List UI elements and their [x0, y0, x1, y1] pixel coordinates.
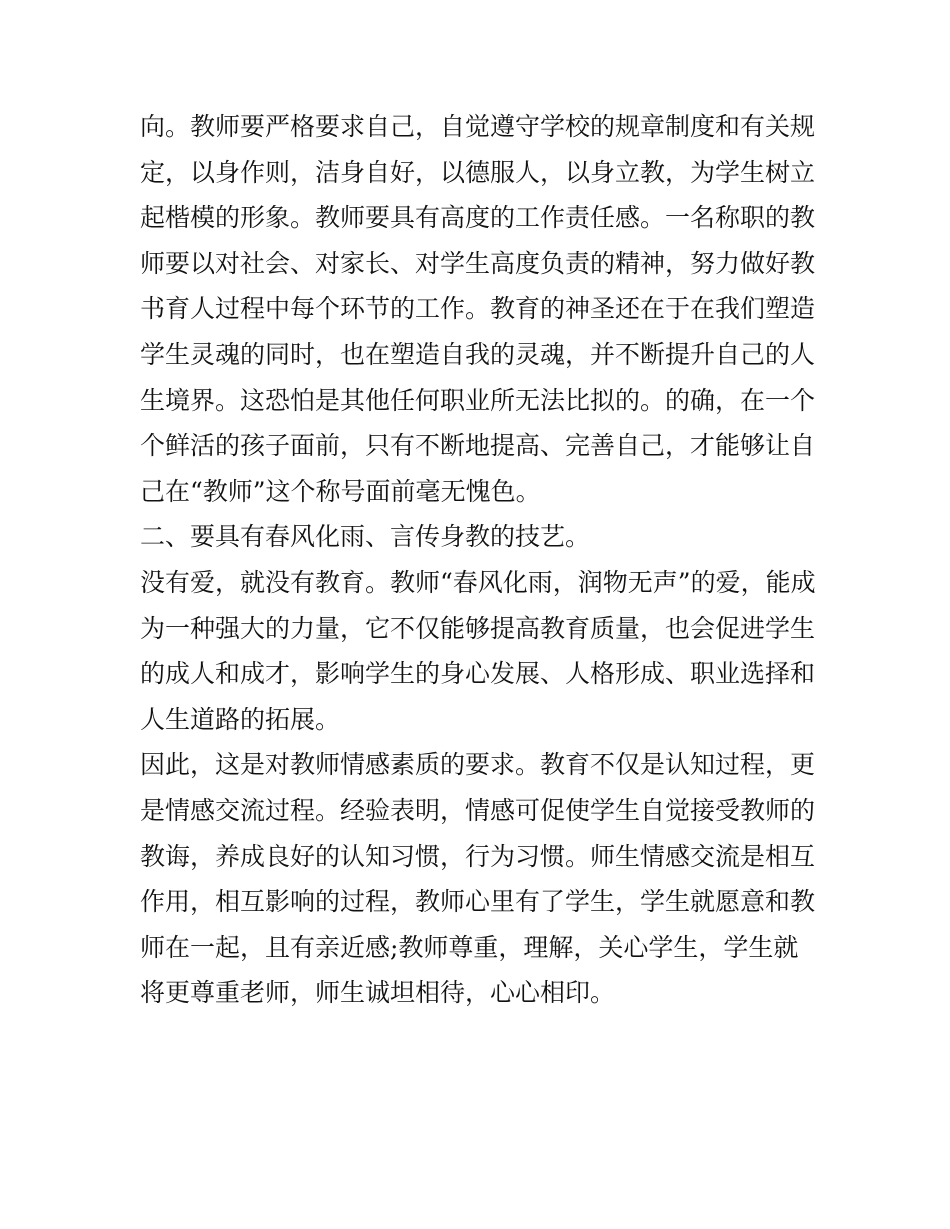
text-line: 学生灵魂的同时，也在塑造自我的灵魂，并不断提升自己的人: [140, 339, 816, 369]
text-line: 师要以对社会、对家长、对学生高度负责的精神，努力做好教: [140, 248, 816, 278]
section-heading: 二、要具有春风化雨、言传身教的技艺。: [140, 522, 591, 552]
text-line: 作用，相互影响的过程，教师心里有了学生，学生就愿意和教: [140, 887, 816, 917]
text-line: 定，以身作则，洁身自好，以德服人，以身立教，为学生树立: [140, 157, 816, 187]
text-line: 是情感交流过程。经验表明，情感可促使学生自觉接受教师的: [140, 795, 816, 825]
text-line: 生境界。这恐怕是其他任何职业所无法比拟的。的确，在一个: [140, 385, 816, 415]
text-line: 没有爱，就没有教育。教师“春风化雨，润物无声”的爱，能成: [140, 567, 816, 597]
text-line: 人生道路的拓展。: [140, 704, 341, 734]
text-line: 教诲，养成良好的认知习惯，行为习惯。师生情感交流是相互: [140, 841, 816, 871]
text-line: 己在“教师”这个称号面前毫无愧色。: [140, 476, 541, 506]
text-line: 向。教师要严格要求自己，自觉遵守学校的规章制度和有关规: [140, 112, 816, 141]
body-text: [140, 104, 820, 1016]
text-line: 将更尊重老师，师生诚坦相待，心心相印。: [140, 978, 616, 1008]
text-line: 的成人和成才，影响学生的身心发展、人格形成、职业选择和: [140, 659, 816, 689]
text-line: 个鲜活的孩子面前，只有不断地提高、完善自己，才能够让自: [140, 431, 816, 461]
text-line: 师在一起，且有亲近感;教师尊重，理解，关心学生，学生就: [140, 932, 799, 962]
text-line: 起楷模的形象。教师要具有高度的工作责任感。一名称职的教: [140, 203, 816, 233]
text-line: 为一种强大的力量，它不仅能够提高教育质量，也会促进学生: [140, 613, 816, 643]
text-line: 因此，这是对教师情感素质的要求。教育不仅是认知过程，更: [140, 750, 816, 780]
text-line: 书育人过程中每个环节的工作。教育的神圣还在于在我们塑造: [140, 294, 816, 324]
